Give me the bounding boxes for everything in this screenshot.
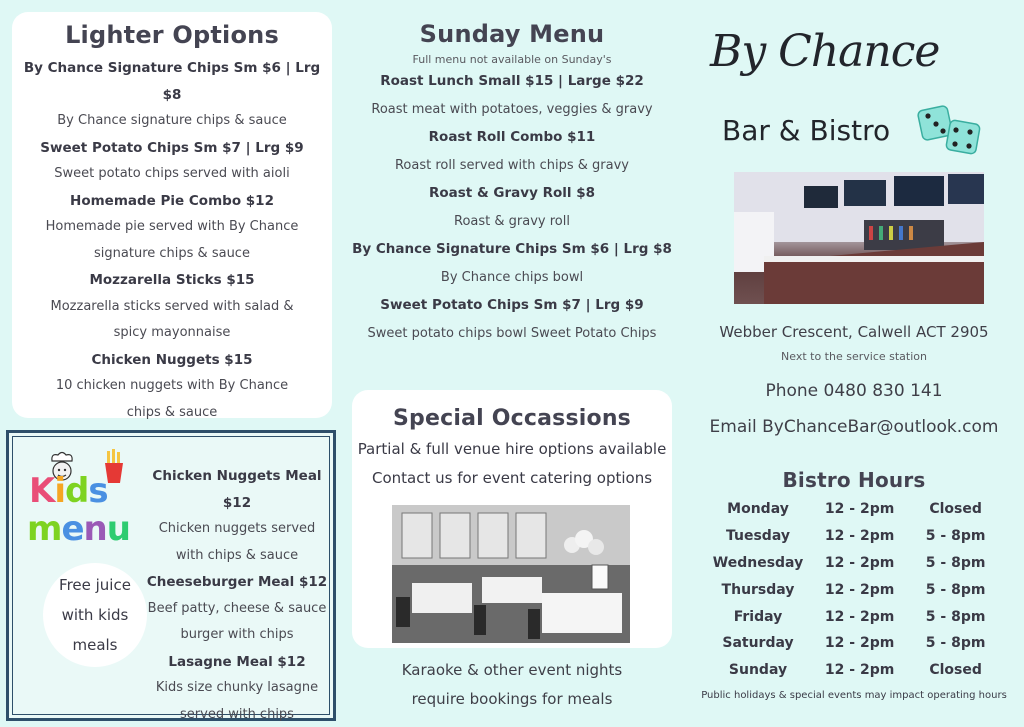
hours-dinner: 5 - 8pm [925, 635, 986, 652]
menu-item [352, 292, 672, 348]
hours-dinner: Closed [929, 662, 982, 679]
menu-item-name: Roast & Gravy Roll $8 [428, 185, 595, 201]
menu-item-description: Beef patty, cheese & sauce burger with chips [147, 600, 327, 642]
dice-icon [916, 102, 982, 156]
menu-item-name: Roast Lunch Small $15 | Large $22 [380, 73, 644, 89]
hours-row [708, 523, 1000, 550]
hours-lunch: 12 - 2pm [824, 635, 895, 652]
event-bookings-note [352, 656, 672, 714]
menu-item-description: Roast meat with potatoes, veggies & gravy [371, 102, 653, 117]
menu-item-description: 10 chicken nuggets with By Chance chips & sauce [55, 378, 289, 420]
menu-item-description: Roast roll served with chips & gravy [394, 158, 630, 173]
free-juice-text: Free juice with kids meals [59, 576, 131, 654]
hours-lunch: 12 - 2pm [824, 528, 895, 545]
menu-item [137, 463, 337, 569]
menu-item [18, 55, 326, 135]
menu-item-name: By Chance Signature Chips Sm $6 | Lrg $8 [352, 241, 672, 257]
kids-menu-list [137, 463, 337, 727]
hours-day: Wednesday [712, 554, 804, 571]
special-occasions-title: Special Occassions [393, 406, 631, 431]
lighter-options-panel [12, 12, 332, 418]
menu-item-description: Sweet potato chips bowl Sweet Potato Chips [367, 326, 657, 341]
menu-item-description: Homemade pie served with By Chance signature chips & sauce [45, 219, 299, 261]
menu-item-description: Chicken nuggets served with chips & sauce [158, 521, 316, 563]
menu-item-name: Mozzarella Sticks $15 [89, 272, 255, 288]
hours-day: Thursday [721, 581, 795, 598]
menu-item-name: Roast Roll Combo $11 [428, 129, 596, 145]
menu-item-description: Roast & gravy roll [454, 214, 570, 229]
menu-item [137, 569, 337, 649]
menu-item-description: By Chance chips bowl [440, 270, 584, 285]
brand-script-name: By Chance [710, 26, 940, 77]
hours-row [708, 630, 1000, 657]
hours-row [708, 550, 1000, 577]
free-juice-badge [43, 563, 147, 667]
lighter-options-title: Lighter Options [65, 21, 279, 49]
hours-lunch: 12 - 2pm [824, 608, 895, 625]
phone-text: Phone 0480 830 141 [765, 381, 943, 401]
menu-item-name: Chicken Nuggets $15 [91, 351, 253, 368]
menu-item-name: By Chance Signature Chips Sm $6 | Lrg $8 [23, 60, 321, 103]
menu-word: menu [27, 509, 130, 549]
menu-item [352, 236, 672, 292]
bistro-hours [698, 468, 1010, 701]
event-room-illustration [392, 505, 630, 643]
address-text: Webber Crescent, Calwell ACT 2905 [719, 323, 989, 341]
menu-item-description: Kids size chunky lasagne served with chips [155, 680, 319, 722]
hours-dinner: 5 - 8pm [925, 554, 986, 571]
email-text: Email ByChanceBar@outlook.com [709, 417, 999, 437]
hours-dinner: 5 - 8pm [925, 608, 986, 625]
menu-item-name: Homemade Pie Combo $12 [70, 192, 274, 209]
address-note: Next to the service station [781, 350, 927, 363]
menu-item-description: By Chance signature chips & sauce [57, 113, 287, 128]
event-room-photo [392, 505, 630, 643]
menu-item [352, 68, 672, 124]
hours-lunch: 12 - 2pm [824, 501, 895, 518]
hours-row [708, 496, 1000, 523]
kids-menu-panel [6, 430, 336, 721]
hours-row [708, 657, 1000, 684]
hours-lunch: 12 - 2pm [824, 581, 895, 598]
menu-item-name: Lasagne Meal $12 [168, 653, 306, 670]
menu-item-name: Cheeseburger Meal $12 [146, 574, 328, 590]
catering-text: Contact us for event catering options [371, 469, 653, 487]
hours-footnote: Public holidays & special events may impact operating hours [701, 689, 1007, 701]
contact-info [698, 318, 1010, 444]
bar-interior-illustration [734, 172, 984, 304]
menu-item-description: Mozzarella sticks served with salad & spicy mayonnaise [50, 298, 294, 340]
hours-day: Friday [733, 608, 783, 625]
lighter-options-list [12, 55, 332, 426]
event-bookings-line-2: require bookings for meals [411, 690, 613, 708]
menu-item-description: Sweet potato chips served with aioli [54, 166, 290, 181]
hours-row [708, 576, 1000, 603]
hours-day: Saturday [722, 635, 794, 652]
menu-item-name: Sweet Potato Chips Sm $7 | Lrg $9 [380, 297, 644, 313]
hours-table [708, 496, 1000, 684]
menu-item [18, 347, 326, 427]
hours-row [708, 603, 1000, 630]
kids-menu-logo [25, 447, 137, 557]
kids-word: Kids [29, 471, 108, 511]
hours-lunch: 12 - 2pm [824, 554, 895, 571]
hours-dinner: 5 - 8pm [925, 581, 986, 598]
hours-dinner: Closed [929, 501, 982, 518]
hours-day: Sunday [728, 662, 788, 679]
sunday-menu-section [352, 12, 672, 348]
menu-item-name: Sweet Potato Chips Sm $7 | Lrg $9 [40, 139, 304, 156]
venue-hire-text: Partial & full venue hire options available [357, 440, 667, 458]
bistro-hours-title: Bistro Hours [782, 468, 926, 492]
hours-lunch: 12 - 2pm [824, 662, 895, 679]
brand-subtitle: Bar & Bistro [722, 114, 891, 147]
hours-day: Tuesday [726, 528, 790, 545]
sunday-menu-note: Full menu not available on Sunday's [412, 53, 612, 66]
menu-item-name: Chicken Nuggets Meal $12 [152, 468, 322, 511]
menu-item [137, 649, 337, 727]
event-bookings-line-1: Karaoke & other event nights [401, 661, 623, 679]
special-occasions-panel [352, 390, 672, 648]
menu-item [18, 188, 326, 268]
bar-interior-photo [734, 172, 984, 304]
menu-item [18, 267, 326, 347]
menu-item [352, 124, 672, 180]
sunday-menu-title: Sunday Menu [419, 20, 605, 48]
hours-dinner: 5 - 8pm [925, 528, 986, 545]
menu-item [352, 180, 672, 236]
hours-day: Monday [727, 501, 789, 518]
menu-item [18, 135, 326, 188]
brand-logo [700, 22, 1010, 162]
